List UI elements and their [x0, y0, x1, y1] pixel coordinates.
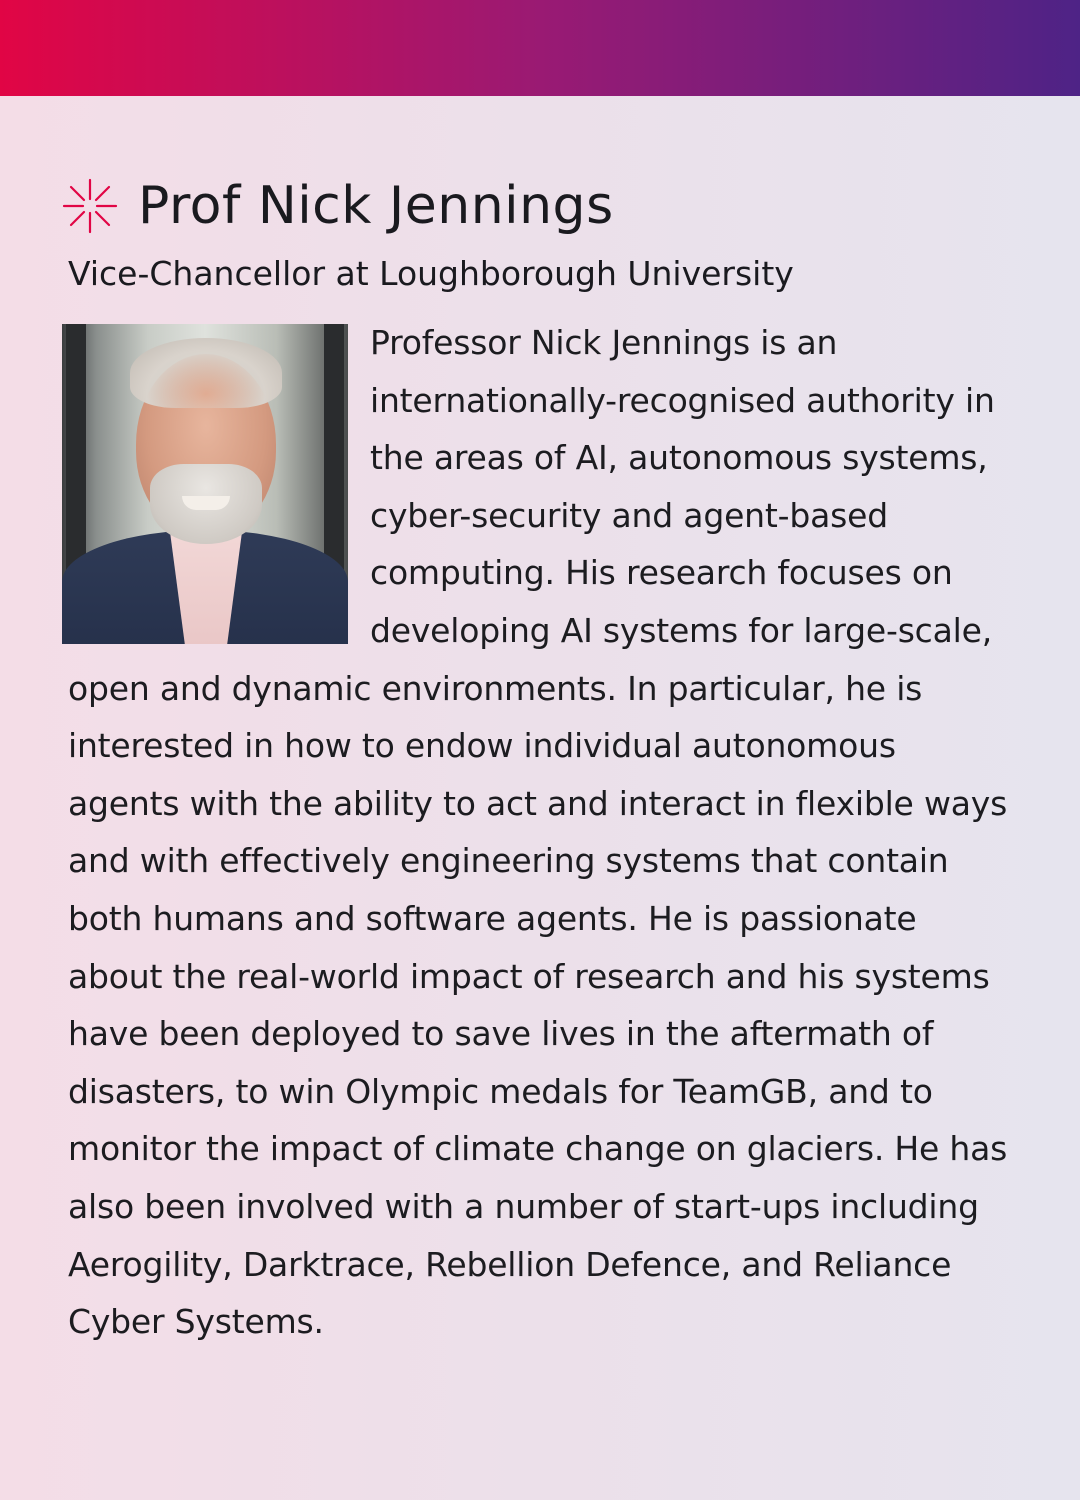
- title-row: [60, 168, 614, 244]
- person-name: Prof Nick Jennings: [138, 176, 614, 236]
- bio-section: [68, 314, 1012, 1351]
- portrait-photo: [62, 324, 348, 644]
- biography-text: Professor Nick Jennings is an internationally-recognised authority in the areas of AI, autonomous systems, cyber-security and agent-based computing. His research focuses on developing AI systems for large-scale, open and dynamic environments. In particular, he is interested in how to endow individual autonomous agents with the ability to act and interact in flexible ways and with effectively engineering systems that contain both humans and software agents. He is passionate about the real-world impact of research and his systems have been deployed to save lives in the aftermath of disasters, to win Olympic medals for TeamGB, and to monitor the impact of climate change on glaciers. He has also been involved with a number of start-ups including Aerogility, Darktrace, Rebellion Defence, and Reliance Cyber Systems.: [68, 323, 1008, 1342]
- photo-hair: [130, 338, 282, 408]
- profile-card: [0, 96, 1080, 1500]
- person-role: Vice-Chancellor at Loughborough University: [68, 254, 794, 293]
- spark-icon: [60, 176, 120, 236]
- header-gradient-bar: [0, 0, 1080, 96]
- photo-smile: [182, 496, 230, 510]
